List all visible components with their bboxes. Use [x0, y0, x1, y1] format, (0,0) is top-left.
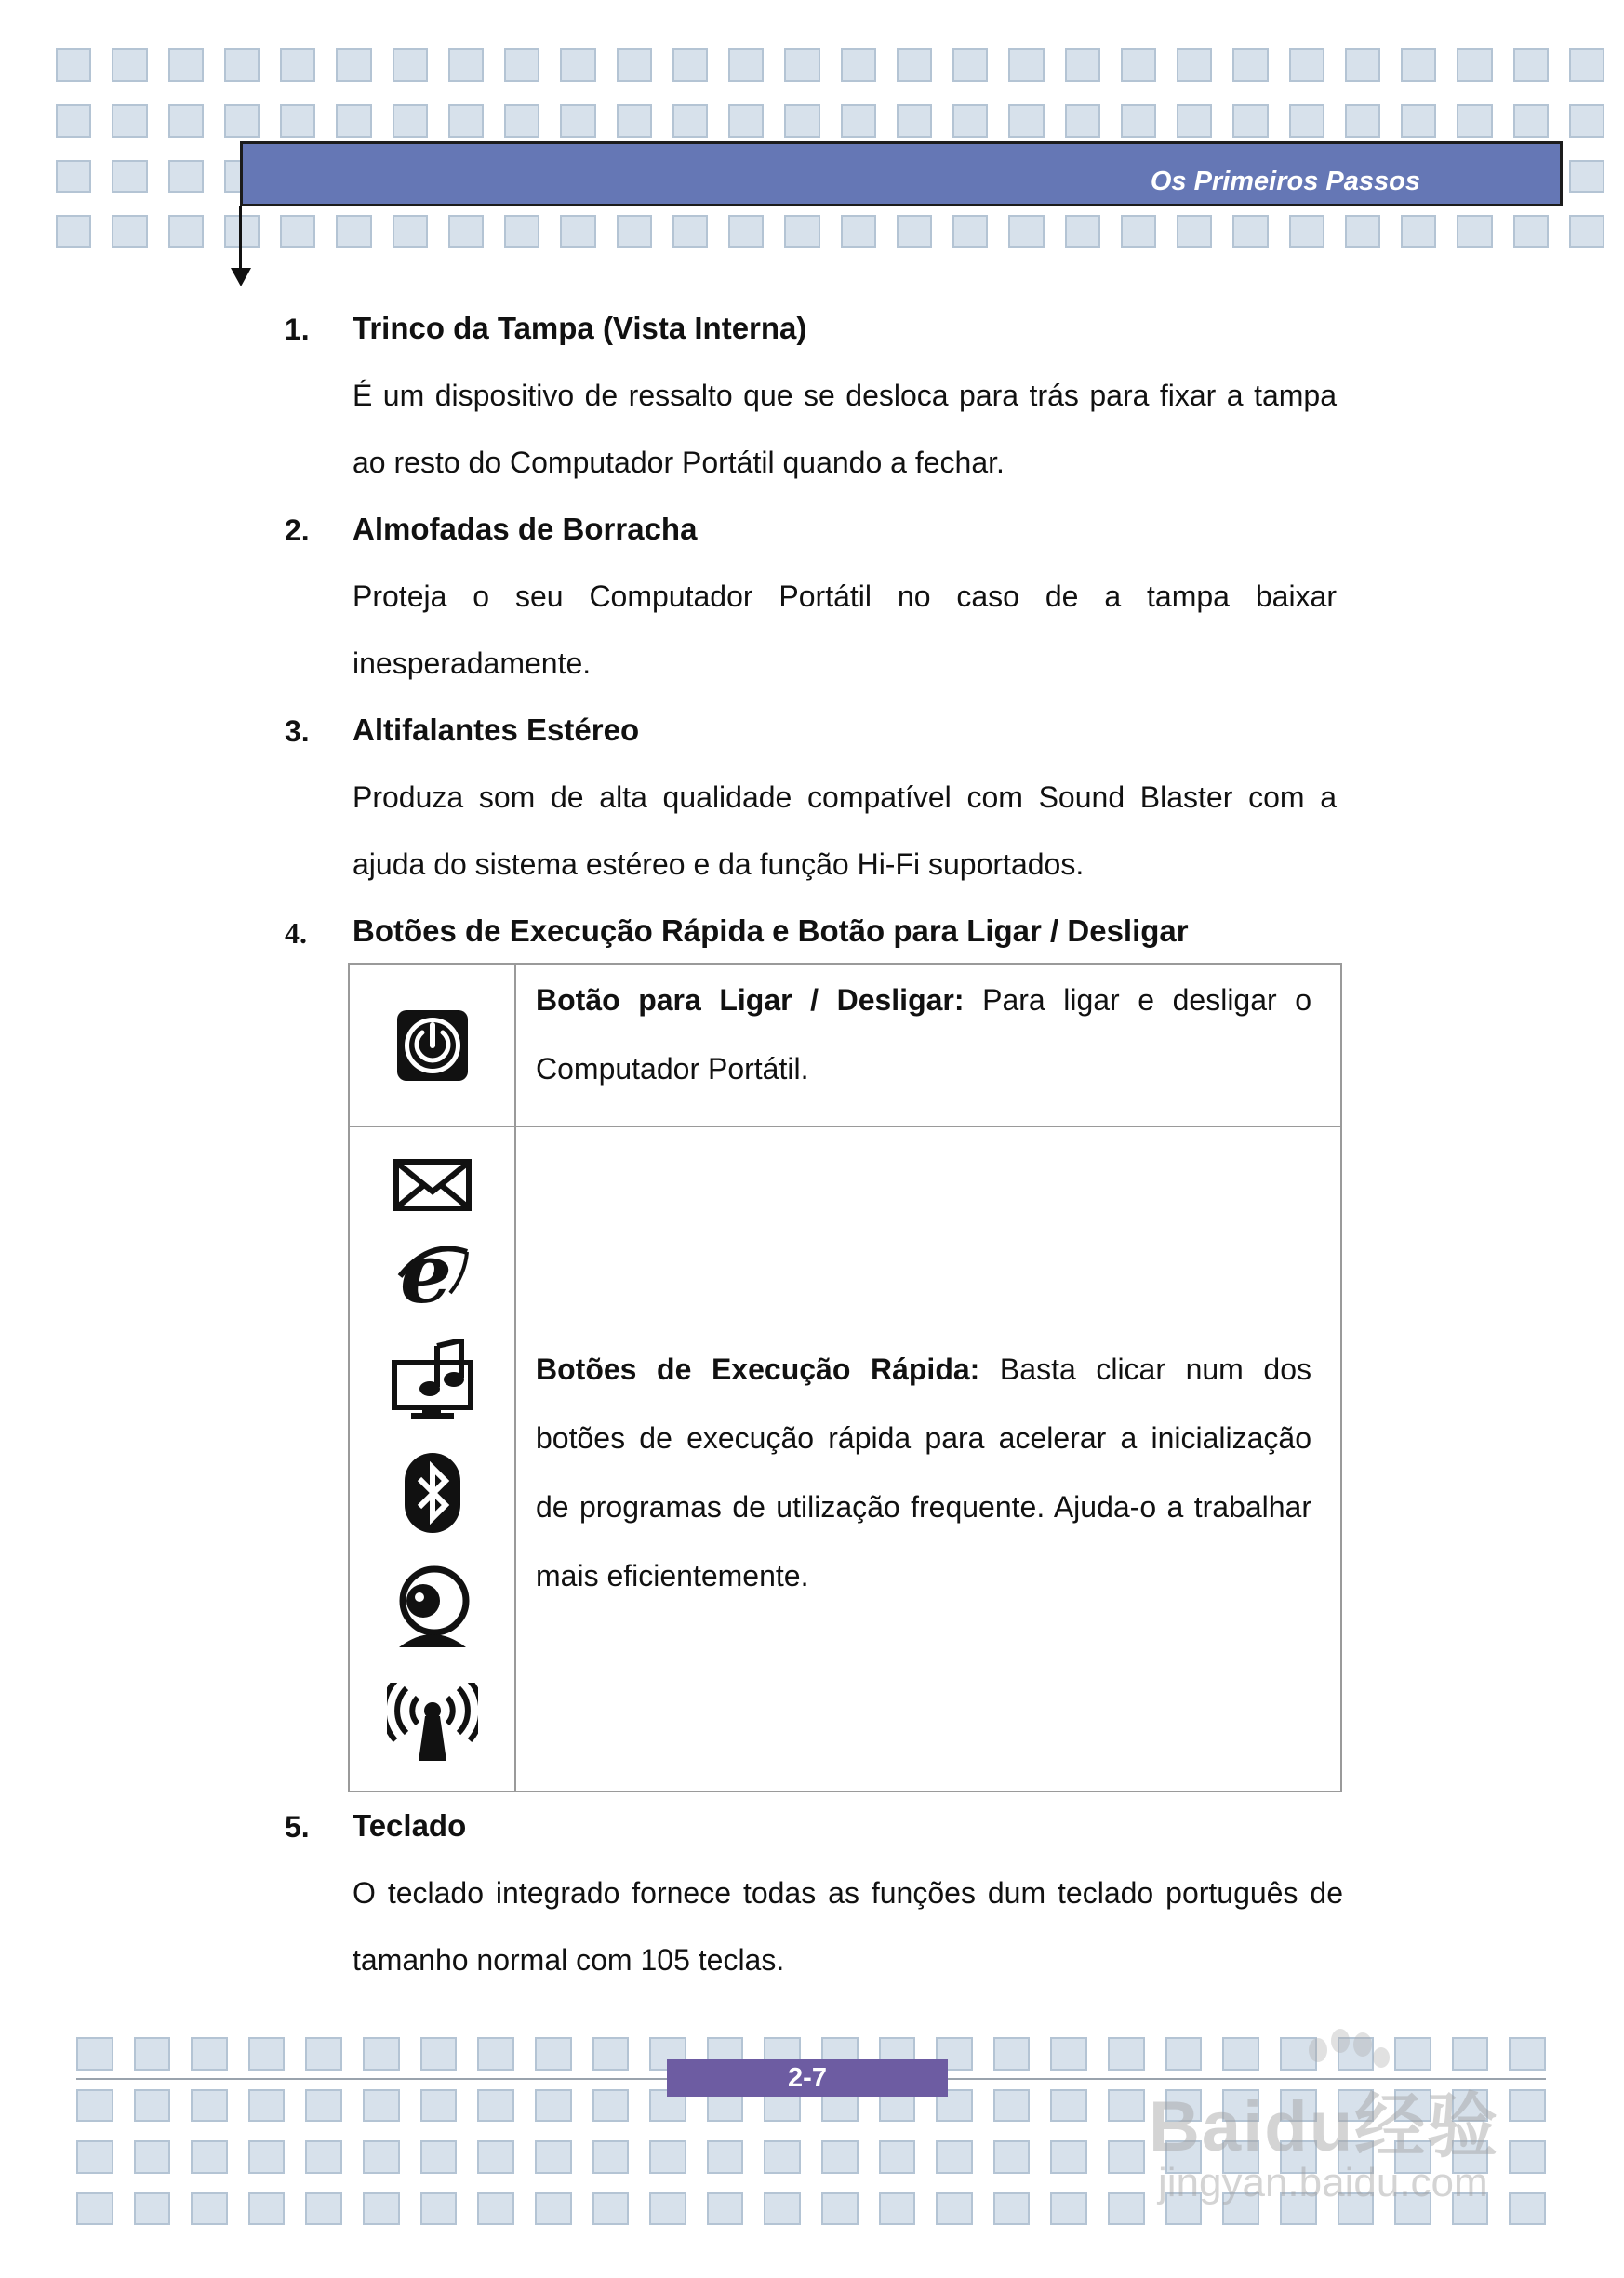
pattern-square [1569, 48, 1604, 82]
pattern-square [336, 48, 371, 82]
power-button-description [536, 966, 1311, 1103]
pattern-square [672, 104, 708, 138]
pattern-square [1008, 215, 1044, 248]
page-number: 2-7 [667, 2059, 948, 2097]
pattern-square [1108, 2089, 1145, 2123]
pattern-square [707, 2140, 744, 2174]
pattern-square [168, 104, 204, 138]
pattern-square [1509, 2192, 1546, 2226]
pattern-square [56, 104, 91, 138]
pattern-square [76, 2192, 113, 2226]
pattern-square [1008, 104, 1044, 138]
pattern-square [1121, 104, 1156, 138]
bluetooth-icon [403, 1451, 462, 1535]
header-bar [240, 141, 1563, 206]
pattern-square [1108, 2192, 1145, 2226]
pattern-square [1569, 160, 1604, 193]
pattern-square [191, 2192, 228, 2226]
item-3-title: Altifalantes Estéreo [353, 713, 640, 747]
pattern-square [112, 104, 147, 138]
pattern-square [56, 160, 91, 193]
pattern-square [728, 215, 764, 248]
pattern-square [784, 48, 819, 82]
pattern-square [336, 104, 371, 138]
pattern-square [224, 48, 260, 82]
pattern-square [728, 104, 764, 138]
pattern-square [936, 2192, 973, 2226]
pattern-square [560, 104, 595, 138]
watermark-url: jingyan.baidu.com [1158, 2160, 1488, 2205]
pattern-square [952, 48, 988, 82]
pattern-square [821, 2140, 859, 2174]
pattern-square [535, 2089, 572, 2123]
pattern-square [1177, 104, 1212, 138]
item-4-number: 4. [285, 916, 307, 950]
pattern-square [1401, 48, 1436, 82]
pattern-square [363, 2089, 400, 2123]
pattern-square [841, 48, 876, 82]
pattern-square [1050, 2089, 1087, 2123]
pattern-square [248, 2192, 286, 2226]
pattern-square [1513, 215, 1549, 248]
pattern-square [305, 2192, 342, 2226]
pattern-square [535, 2140, 572, 2174]
webcam-icon [392, 1564, 473, 1649]
pattern-square [649, 2192, 686, 2226]
pattern-square [672, 48, 708, 82]
pattern-square [592, 2140, 630, 2174]
pattern-square [1008, 48, 1044, 82]
item-3-body: Produza som de alta qualidade compatível com Sound Blaster com a ajuda do sistema estéreo e da função Hi-Fi suportados. [353, 780, 1337, 881]
pattern-square [420, 2140, 458, 2174]
pattern-square [592, 2037, 630, 2071]
pattern-square [420, 2037, 458, 2071]
pattern-square [535, 2192, 572, 2226]
pattern-square [305, 2089, 342, 2123]
pattern-square [248, 2140, 286, 2174]
pattern-square [280, 48, 315, 82]
pattern-square [897, 104, 932, 138]
pattern-square [993, 2140, 1031, 2174]
pattern-square [1345, 104, 1380, 138]
pattern-square [191, 2037, 228, 2071]
pattern-square [280, 104, 315, 138]
pattern-square [1165, 2037, 1203, 2071]
pattern-square [448, 48, 484, 82]
pattern-square [248, 2037, 286, 2071]
pattern-square [1569, 215, 1604, 248]
pattern-square [134, 2037, 171, 2071]
pattern-square [191, 2089, 228, 2123]
pattern-square [76, 2089, 113, 2123]
pattern-square [76, 2037, 113, 2071]
pattern-square [1509, 2140, 1546, 2174]
pattern-square [649, 2140, 686, 2174]
quick-launch-label: Botões de Execução Rápida: [536, 1352, 980, 1386]
pattern-square [1108, 2037, 1145, 2071]
item-3-number: 3. [285, 714, 310, 748]
pattern-square [592, 2089, 630, 2123]
pattern-square [879, 2192, 916, 2226]
pattern-square [1050, 2037, 1087, 2071]
pattern-square [1050, 2140, 1087, 2174]
pattern-square [1065, 48, 1100, 82]
pattern-square [1569, 104, 1604, 138]
pattern-square [1394, 2037, 1431, 2071]
pattern-square [1289, 48, 1324, 82]
pattern-square [1401, 104, 1436, 138]
pattern-square [993, 2192, 1031, 2226]
pattern-square [134, 2089, 171, 2123]
pattern-square [1509, 2089, 1546, 2123]
pattern-square [841, 215, 876, 248]
pattern-square [617, 104, 652, 138]
item-5-number: 5. [285, 1810, 310, 1844]
pattern-square [1401, 215, 1436, 248]
pattern-square [393, 48, 428, 82]
item-2-body: Proteja o seu Computador Portátil no caso de a tampa baixar inesperadamente. [353, 579, 1337, 680]
pattern-square [76, 2140, 113, 2174]
pattern-square [1050, 2192, 1087, 2226]
item-5-title: Teclado [353, 1808, 467, 1843]
mail-icon [393, 1158, 473, 1212]
pattern-square [363, 2192, 400, 2226]
media-icon [391, 1339, 474, 1419]
pattern-square [1509, 2037, 1546, 2071]
arrow-down-icon [231, 268, 251, 286]
pattern-square [1121, 215, 1156, 248]
pattern-square [1232, 104, 1268, 138]
watermark-logo: Baidu经验 [1149, 2087, 1500, 2166]
pattern-square [936, 2140, 973, 2174]
pattern-square [363, 2037, 400, 2071]
pattern-square [112, 48, 147, 82]
pattern-square [1232, 215, 1268, 248]
pattern-square [56, 215, 91, 248]
pattern-square [305, 2037, 342, 2071]
pattern-square [477, 2089, 514, 2123]
pattern-square [1457, 215, 1492, 248]
pattern-square [993, 2089, 1031, 2123]
pattern-square [134, 2192, 171, 2226]
pattern-square [420, 2089, 458, 2123]
pattern-square [728, 48, 764, 82]
item-5-body: O teclado integrado fornece todas as funções dum teclado português de tamanho normal com 105 teclas. [353, 1876, 1343, 1977]
pattern-square [841, 104, 876, 138]
pattern-square [560, 48, 595, 82]
item-2-title: Almofadas de Borracha [353, 512, 698, 546]
pattern-square [1222, 2037, 1259, 2071]
pattern-square [280, 215, 315, 248]
pattern-square [617, 215, 652, 248]
pattern-square [897, 48, 932, 82]
pattern-square [393, 104, 428, 138]
pattern-square [535, 2037, 572, 2071]
pattern-square [191, 2140, 228, 2174]
power-button-text: Para ligar e desligar o Computador Portátil. [536, 983, 1312, 1086]
power-icon [395, 1008, 470, 1083]
pattern-square [764, 2192, 801, 2226]
pattern-square [477, 2192, 514, 2226]
pattern-square [168, 160, 204, 193]
pattern-square [1457, 104, 1492, 138]
pattern-square [1065, 104, 1100, 138]
pattern-square [112, 215, 147, 248]
wireless-icon [387, 1683, 478, 1761]
arrow-line [239, 206, 242, 268]
pattern-square [617, 48, 652, 82]
item-1-number: 1. [285, 313, 310, 346]
pattern-square [56, 48, 91, 82]
pattern-square [477, 2140, 514, 2174]
pattern-square [1177, 48, 1212, 82]
pattern-square [363, 2140, 400, 2174]
svg-text:e: e [400, 1241, 452, 1310]
feature-table [348, 963, 1342, 1792]
pattern-square [1289, 104, 1324, 138]
item-1-title: Trinco da Tampa (Vista Interna) [353, 311, 807, 345]
header-title: Os Primeiros Passos [1150, 167, 1420, 196]
pattern-square [784, 215, 819, 248]
pattern-square [248, 2089, 286, 2123]
pattern-square [1513, 48, 1549, 82]
pattern-square [764, 2140, 801, 2174]
pattern-square [784, 104, 819, 138]
item-4-title: Botões de Execução Rápida e Botão para Ligar / Desligar [353, 913, 1189, 948]
pattern-square [1177, 215, 1212, 248]
table-column-divider [514, 965, 516, 1791]
pattern-square [1513, 104, 1549, 138]
pattern-square [504, 48, 539, 82]
pattern-square [1232, 48, 1268, 82]
pattern-square [1452, 2037, 1489, 2071]
power-button-label: Botão para Ligar / Desligar: [536, 983, 965, 1017]
pattern-square [1289, 215, 1324, 248]
pattern-square [952, 104, 988, 138]
pattern-square [420, 2192, 458, 2226]
pattern-square [897, 215, 932, 248]
pattern-square [560, 215, 595, 248]
pattern-square [592, 2192, 630, 2226]
pattern-square [879, 2140, 916, 2174]
item-1-body: É um dispositivo de ressalto que se desloca para trás para fixar a tampa ao resto do Computador Portátil quando a fechar. [353, 379, 1337, 479]
pattern-square [168, 215, 204, 248]
pattern-square [1345, 48, 1380, 82]
pattern-square [504, 104, 539, 138]
pattern-square [448, 104, 484, 138]
pattern-square [1457, 48, 1492, 82]
pattern-square [448, 215, 484, 248]
quick-launch-description [536, 1335, 1311, 1610]
pattern-square [993, 2037, 1031, 2071]
pattern-square [504, 215, 539, 248]
pattern-square [305, 2140, 342, 2174]
pattern-square [672, 215, 708, 248]
pattern-square [707, 2192, 744, 2226]
pattern-square [1345, 215, 1380, 248]
quick-launch-text: Basta clicar num dos botões de execução rápida para acelerar a inicialização de programas de utilização frequente. Ajuda-o a trabalhar mais eficientemente. [536, 1352, 1312, 1592]
pattern-square [1108, 2140, 1145, 2174]
pattern-square [134, 2140, 171, 2174]
pattern-square [952, 215, 988, 248]
pattern-square [336, 215, 371, 248]
pattern-square [224, 104, 260, 138]
table-row-divider [350, 1126, 1340, 1127]
pattern-square [477, 2037, 514, 2071]
item-2-number: 2. [285, 513, 310, 547]
pattern-square [1121, 48, 1156, 82]
pattern-square [393, 215, 428, 248]
pattern-square [168, 48, 204, 82]
pattern-square [1065, 215, 1100, 248]
internet-explorer-icon [394, 1241, 471, 1310]
pattern-square [821, 2192, 859, 2226]
pattern-square [112, 160, 147, 193]
